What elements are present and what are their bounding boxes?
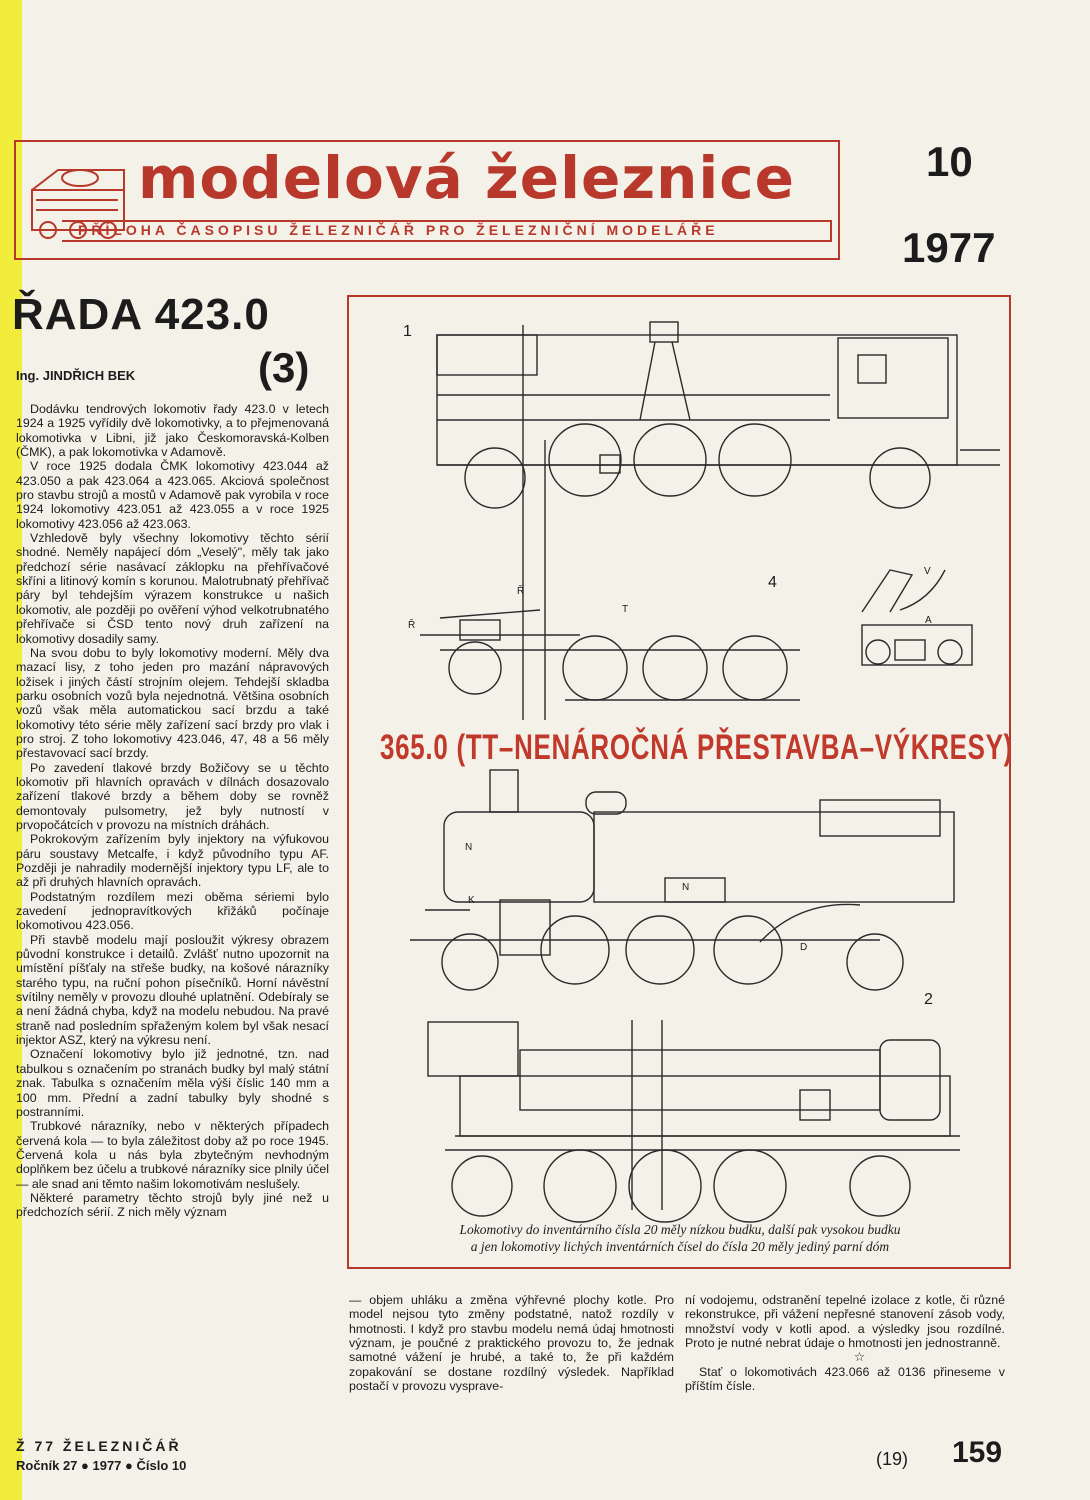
drawing-caption — [360, 1221, 1000, 1255]
paragraph: ní vodojemu, odstranění tepelné izolace z kotle, či různé rekonstrukce, při vážení nepřesné stanovení zásob vody, množství vody v kotli apod. a výsledky jsou rozdílné. Proto je nutné nebrat údaje o hmotnosti jen jednostranně. — [685, 1293, 1005, 1351]
drawing-letter-a: A — [925, 615, 932, 626]
issue-year: 1977 — [902, 224, 996, 271]
paragraph: Stať o lokomotivách 423.066 až 0136 přineseme v příštím čísle. — [685, 1364, 1005, 1394]
page-number: 159 — [952, 1436, 1003, 1469]
footer-publication — [16, 1437, 186, 1475]
drawing-letter-n-2: N — [682, 882, 690, 893]
figure-label-2: 2 — [924, 991, 933, 1008]
issue-number: 10 — [926, 138, 973, 185]
footer-line-2: Ročník 27 ● 1977 ● Číslo 10 — [16, 1458, 187, 1473]
caption-line-1: Lokomotivy do inventárního čísla 20 měly nízkou budku, další pak vysokou budku — [459, 1222, 901, 1237]
drawing-letter-r-left: Ř — [408, 620, 416, 631]
paragraph: Pokrokovým zařízením byly injektory na výfukovou páru soustavy Metcalfe, i když původního typu AF. Později je nahradily modernější injektory typu LF, ale to až při druhých hlavních opravách. — [16, 832, 329, 890]
figure-label-1: 1 — [403, 323, 412, 340]
drawing-detail-view — [862, 570, 972, 665]
drawing-letter-t: T — [622, 604, 629, 615]
article-column-3 — [685, 1293, 1005, 1393]
paragraph: Po zavedení tlakové brzdy Božičovy se u těchto lokomotiv při hlavních opravách v dílnách dosazovalo zařízení tlakové brzdy a během doby se rovněž demontovaly pulsometry, jež byly nutností v prvopočátcích v provozu na místních dráhách. — [16, 760, 329, 832]
drawing-letter-n: N — [465, 842, 473, 853]
magazine-title: modelová železnice — [138, 144, 795, 212]
paragraph: Na svou dobu to byly lokomotivy moderní. Měly dva mazací lisy, z toho jeden pro mazání nápravových ložisek i jiných částí strojním olejem. Tehdejší skladba parku osobních vozů byla nejednotná. Většina osobních vozů však měla automatickou sací brzdu a také lokomotivy této série měly zařízení sací brzdy pro vlak i pro stroj. Z toho lokomotivy 423.046, 47, 48 a 56 měly přestavovací sací brzdy. — [16, 645, 329, 761]
paragraph: V roce 1925 dodala ČMK lokomotivy 423.044 až 423.050 a pak 423.064 a 423.065. Akciová společnost pro stavbu strojů a mostů v Adamově pak vyrobila v roce 1924 lokomotivy 423.051 až 423.055 a v roce 1925 lokomotivy 423.056 až 423.063. — [16, 459, 329, 531]
article-author: Ing. JINDŘICH BEK — [16, 368, 136, 383]
paragraph: Některé parametry těchto strojů byly jiné než u předchozích sérií. Z nich měly význam — [16, 1190, 329, 1220]
paragraph: Označení lokomotivy bylo již jednotné, tzn. nad tabulkou s označením po stranách budky byl malý státní znak. Tabulka s označením měla výši číslic 140 mm a 100 mm. Přední a zadní tabulky byly shodné s postranními. — [16, 1047, 329, 1119]
drawing-side-view-bottom — [428, 1020, 960, 1222]
figure-label-4: 4 — [768, 574, 777, 591]
drawing-letter-k: K — [468, 895, 475, 906]
paragraph: Trubkové nárazníky, nebo v některých případech červená kola — to byla záležitost doby až po roce 1945. Červená kola u nás byla zbytečným nevhodným doplňkem bez účelu a trubkové nárazníky sice plnily účel — ale snad ani těmto našim lokomotivám neslušely. — [16, 1119, 329, 1191]
drawing-letter-d: D — [800, 942, 808, 953]
article-title: ŘADA 423.0 — [12, 290, 270, 339]
magazine-subtitle: PŘÍLOHA ČASOPISU ŽELEZNIČÁŘ PRO ŽELEZNIČNÍ MODELÁŘE — [78, 222, 719, 238]
article-part: (3) — [258, 344, 310, 391]
paragraph: Dodávku tendrových lokomotiv řady 423.0 v letech 1924 a 1925 vyřídily dvě lokomotivky, a to přejmenovaná lokomotivka v Libni, již jako Českomoravská-Kolben (ČMK), a pak lokomotivka v Adamově. — [16, 402, 329, 460]
drawing-subtitle: 365.0 (TT–NENÁROČNÁ PŘESTAVBA–VÝKRESY) — [380, 728, 1014, 767]
footer-line-1: Ž 77 ŽELEZNIČÁŘ — [16, 1438, 182, 1454]
paragraph: Při stavbě modelu mají posloužit výkresy obrazem původní konstrukce i detailů. Zvlášť nutno upozornit na umístění píšťaly na střeše budky, na košové nárazníky starého typu, na ruční pohon písečníků. Horní návěstní svítilny neměly v provozu dlouhé uplatnění. Odebíraly se a není žádná chyba, když na modelu nebudou. Na pravé straně nad posledním spřaženým kolem byl však nesací injektor ASZ, který na výkresu není. — [16, 932, 329, 1048]
page-reference: (19) — [876, 1449, 909, 1469]
caption-line-2: a jen lokomotivy lichých inventárních čísel do čísla 20 měly jediný parní dóm — [470, 1239, 890, 1254]
drawing-side-view-middle — [410, 770, 954, 990]
section-star-icon: ☆ — [853, 1350, 865, 1365]
drawing-letter-v: V — [924, 566, 931, 577]
paragraph: Podstatným rozdílem mezi oběma sériemi bylo zavedení jednopravítkových křižáků počínaje lokomotivou 423.056. — [16, 889, 329, 933]
article-column-2: — objem uhláku a změna výhřevné plochy kotle. Pro model nejsou tyto změny podstatné, natož rozdíly v hmotnosti. I když pro stavbu modelu nemá údaj hmotnosti význam, je poučné z praktického provozu to, že jednak samotné vážení je hrubé, a také to, že při každém zopakování se dostane rozdílný výsledek. Například postačí v provozu vysprave- — [349, 1293, 674, 1394]
drawing-letter-r: Ř — [517, 586, 525, 597]
drawing-frame-plan — [420, 610, 800, 700]
paragraph: Vzhledově byly všechny lokomotivy těchto sérií shodné. Neměly napájecí dóm „Veselý", měly tak jako předchozí série nasávací záklopku na přehřívačové skříni a litinový komín s korunou. Malotrubnatý přehřívač páry byl tehdejším výrazem konstrukce u našich lokomotiv, ale později po ověření výhod velkotrubnatého přehřívače si ČSD tento nový druh zařízení na lokomotivy dosadily samy. — [16, 531, 329, 646]
